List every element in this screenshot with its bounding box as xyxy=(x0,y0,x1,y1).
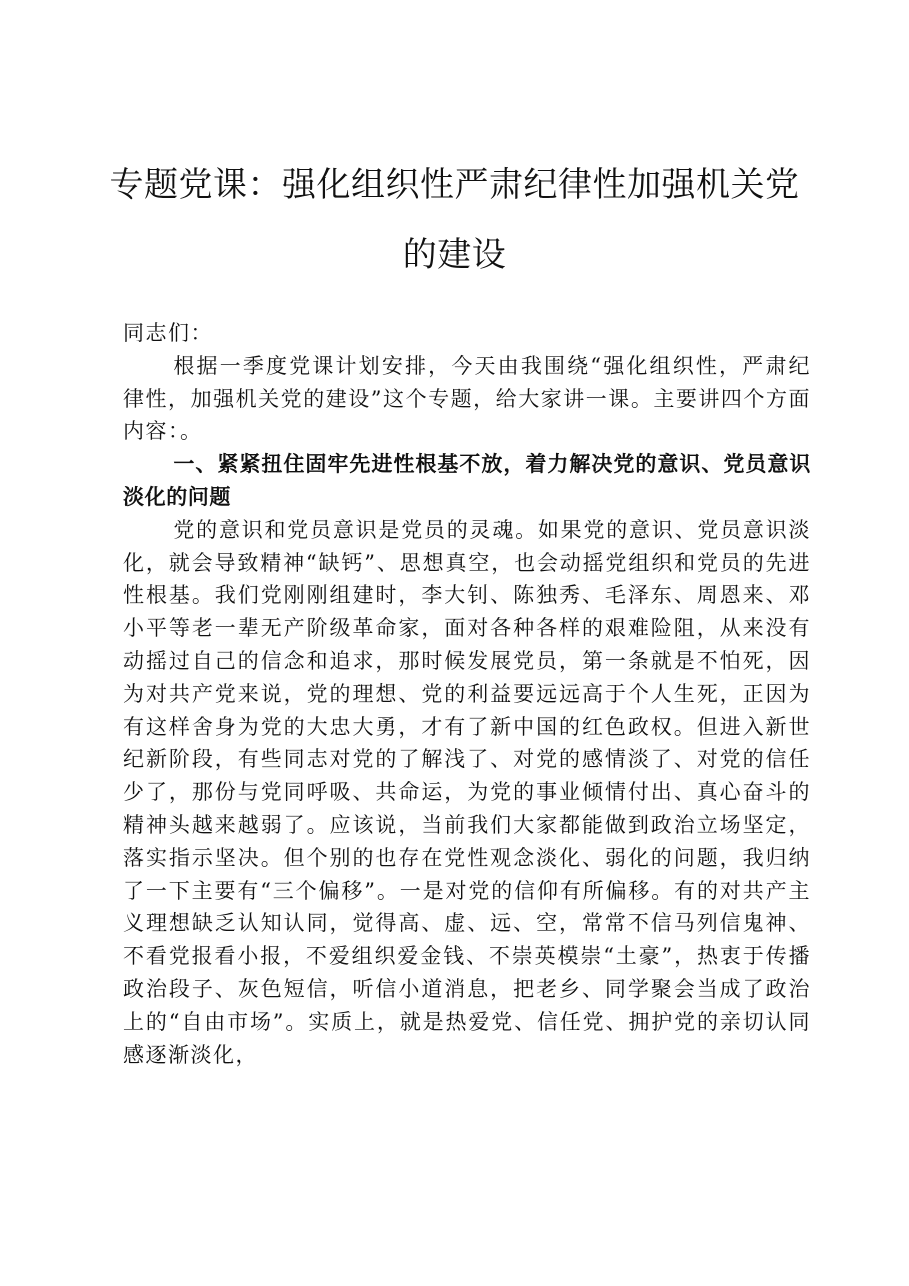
section-body-paragraph: 党的意识和党员意识是党员的灵魂。如果党的意识、党员意识淡化，就会导致精神“缺钙”、思想真空，也会动摇党组织和党员的先进性根基。我们党刚刚组建时，李大钊、陈独秀、毛泽东、周恩来、邓小平等老一辈无产阶级革命家，面对各种各样的艰难险阻，从来没有动摇过自己的信念和追求，那时候发展党员，第一条就是不怕死，因为对共产党来说，党的理想、党的利益要远远高于个人生死，正因为有这样舍身为党的大忠大勇，才有了新中国的红色政权。但进入新世纪新阶段，有些同志对党的了解浅了、对党的感情淡了、对党的信任少了，那份与党同呼吸、共命运，为党的事业倾情付出、真心奋斗的精神头越来越弱了。应该说，当前我们大家都能做到政治立场坚定，落实指示坚决。但个别的也存在党性观念淡化、弱化的问题，我归纳了一下主要有“三个偏移”。一是对党的信仰有所偏移。有的对共产主义理想缺乏认知认同，觉得高、虚、远、空，常常不信马列信鬼神、不看党报看小报，不爱组织爱金钱、不崇英模崇“土豪”，热衷于传播政治段子、灰色短信，听信小道消息，把老乡、同学聚会当成了政治上的“自由市场”。实质上，就是热爱党、信任党、拥护党的亲切认同感逐渐淡化， xyxy=(123,517,811,1067)
section-heading: 一、紧紧扭住固牢先进性根基不放，着力解决党的意识、党员意识淡化的问题 xyxy=(123,452,811,509)
document-title: 专题党课：强化组织性严肃纪律性加强机关党的建设 xyxy=(109,165,800,275)
salutation: 同志们： xyxy=(123,321,213,345)
document-body xyxy=(123,317,811,1071)
intro-paragraph: 根据一季度党课计划安排，今天由我围绕“强化组织性，严肃纪律性，加强机关党的建设”这个专题，给大家讲一课。主要讲四个方面内容：。 xyxy=(123,353,811,444)
